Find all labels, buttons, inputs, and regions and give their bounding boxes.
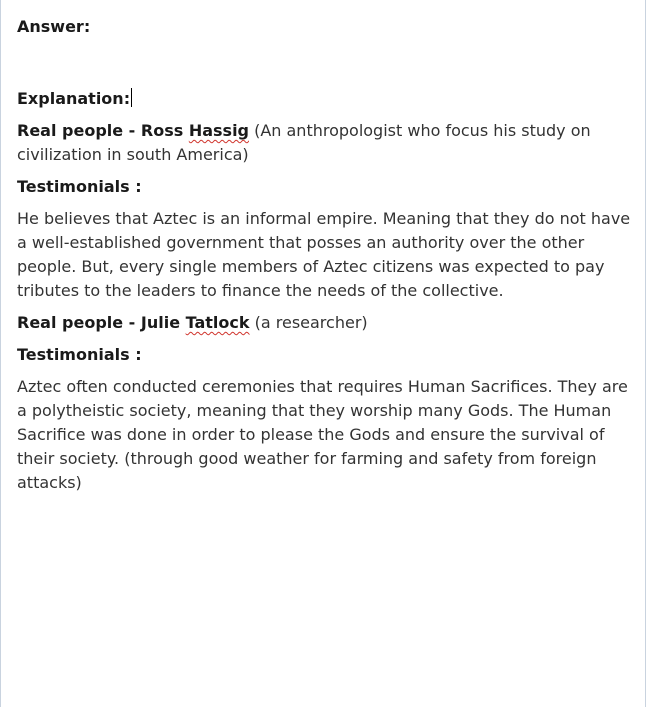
testimonial-text-1: He believes that Aztec is an informal empire. Meaning that they do not have a well-established government that posses an authority over the other people. But, every single members of Aztec citizens was expected to pay tributes to the leaders to finance the needs of the collective. — [17, 209, 631, 300]
editor-content[interactable] — [17, 15, 631, 503]
testimonial-text-2: Aztec often conducted ceremonies that requires Human Sacrifices. They are a polytheistic society, meaning that they worship many Gods. The Human Sacrifice was done in order to please the Gods and ensure the survival of their society. (through good weather for farming and safety from foreign attacks) — [17, 377, 628, 492]
testimonials-label-2: Testimonials : — [17, 345, 142, 364]
person-line-1 — [17, 119, 631, 167]
answer-heading — [17, 15, 631, 39]
person-2-note: (a researcher) — [249, 313, 368, 332]
explanation-label: Explanation: — [17, 89, 131, 108]
text-cursor — [131, 88, 132, 107]
person-2-surname-misspelled[interactable]: Tatlock — [185, 313, 250, 332]
person-1-prefix: Real people - Ross — [17, 121, 189, 140]
answer-body-empty[interactable] — [17, 47, 631, 87]
person-1-surname-misspelled[interactable]: Hassig — [188, 121, 249, 140]
answer-label: Answer: — [17, 17, 91, 36]
testimonials-label-1: Testimonials : — [17, 177, 142, 196]
testimonials-heading-2 — [17, 343, 631, 367]
person-1-note: (An anthropologist who focus his study on civilization in south America) — [17, 121, 591, 164]
person-line-2 — [17, 311, 631, 335]
testimonials-heading-1 — [17, 175, 631, 199]
person-2-prefix: Real people - Julie — [17, 313, 186, 332]
explanation-heading — [17, 87, 631, 111]
